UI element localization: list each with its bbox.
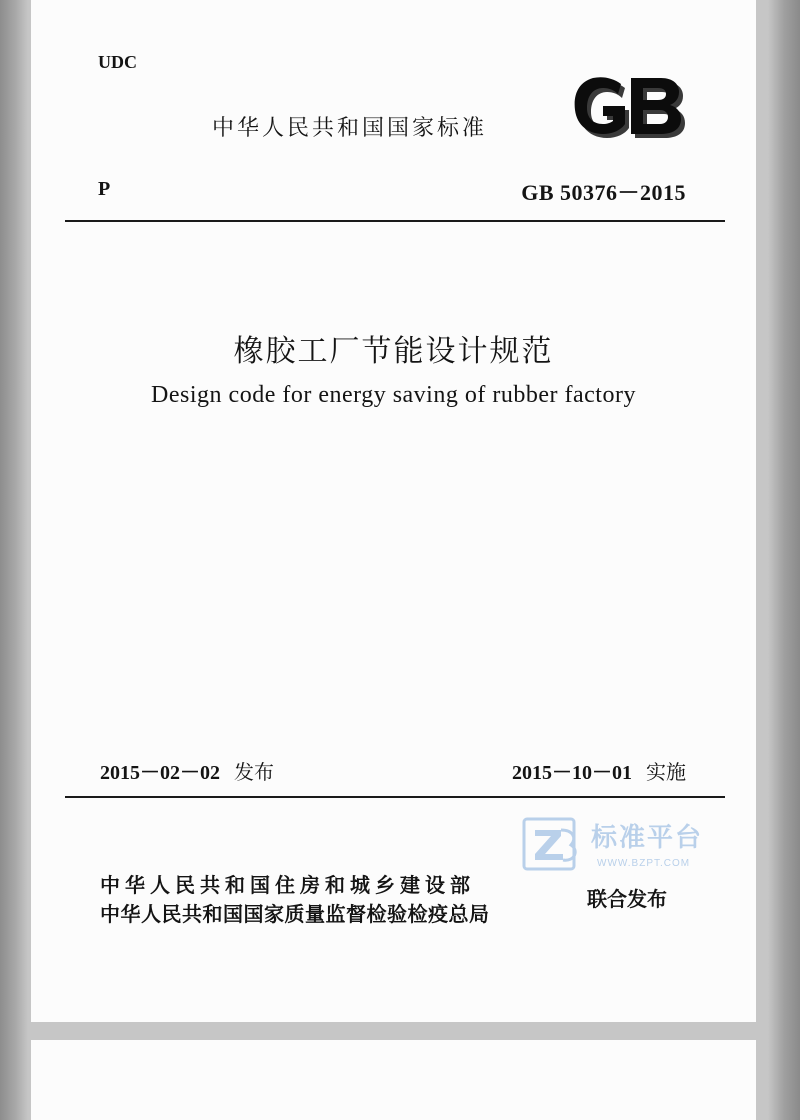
issue-label: 发布 — [234, 760, 274, 784]
gb-logo-icon — [569, 72, 685, 140]
issue-line — [100, 756, 274, 785]
cover-page — [31, 0, 756, 1022]
watermark-name: 标准平台 — [591, 823, 704, 853]
next-page-edge — [31, 1040, 756, 1120]
title-english: Design code for energy saving of rubber factory — [151, 382, 636, 408]
bottom-divider — [65, 796, 725, 798]
standard-type-title: 中华人民共和国国家标准 — [212, 116, 488, 141]
issuer-ministry-housing: 中华人民共和国住房和城乡建设部 — [100, 873, 475, 897]
standard-code: GB 50376－2015 — [521, 180, 686, 205]
implement-line — [512, 756, 686, 785]
watermark-url: WWW.BZPT.COM — [597, 858, 691, 869]
top-divider — [65, 220, 725, 222]
implement-label: 实施 — [646, 760, 686, 784]
title-chinese: 橡胶工厂节能设计规范 — [233, 334, 554, 369]
issuer-aqsiq: 中华人民共和国国家质量监督检验检疫总局 — [100, 902, 490, 926]
implement-date: 2015－10－01 — [512, 762, 632, 784]
joint-issue-label: 联合发布 — [587, 887, 667, 911]
watermark-logo-icon — [521, 816, 581, 874]
classification-label: P — [98, 178, 111, 200]
issue-date: 2015－02－02 — [100, 762, 220, 784]
udc-label: UDC — [98, 52, 137, 72]
